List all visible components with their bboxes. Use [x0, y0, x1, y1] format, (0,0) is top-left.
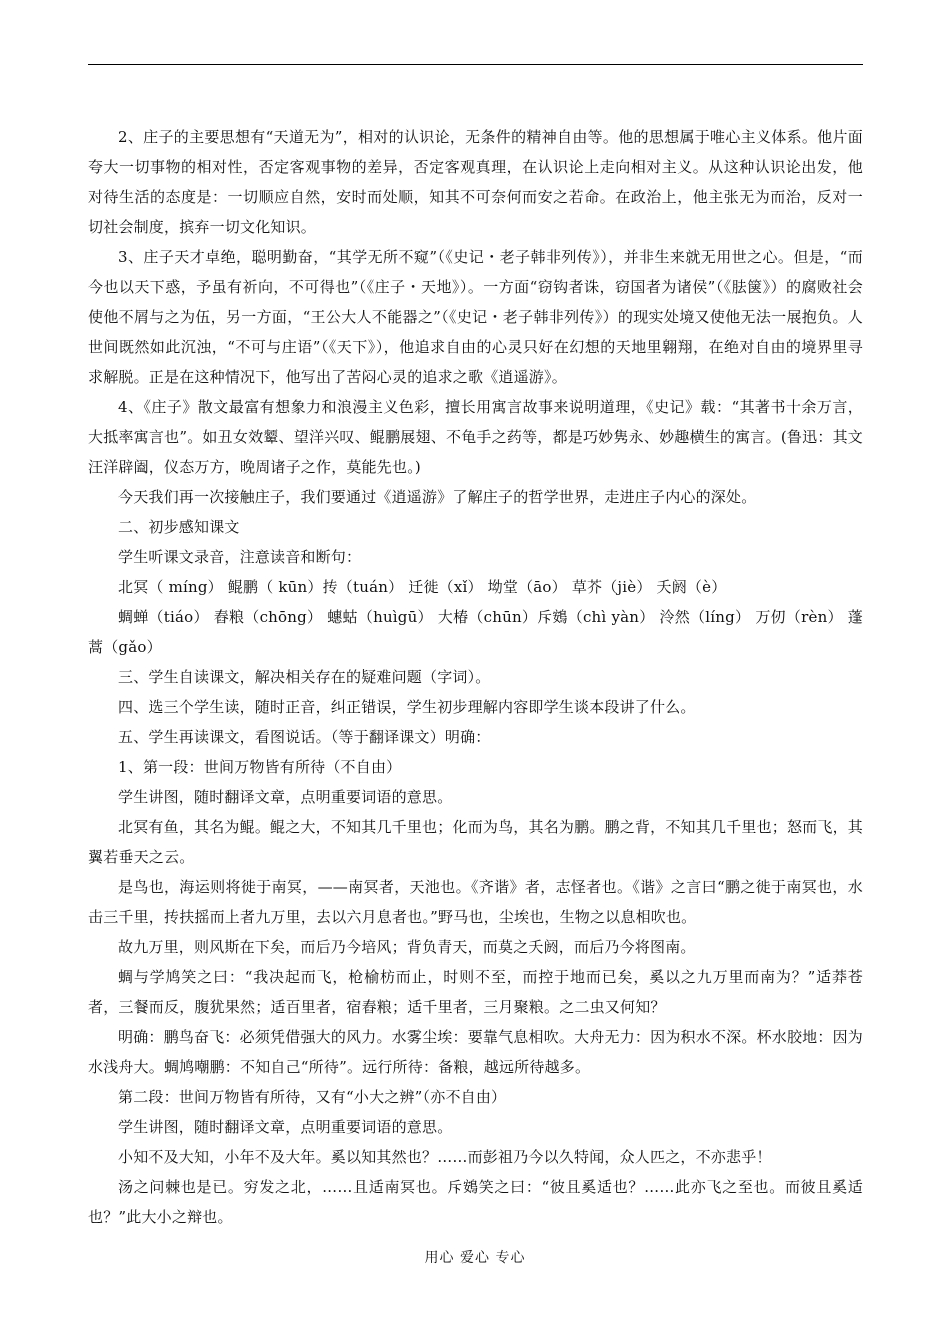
quoted-text: 汤之问棘也是已。穷发之北，……且适南冥也。斥鴳笑之曰：“彼且奚适也？……此亦飞之至也。而彼且奚适也？”此大小之辩也。	[88, 1178, 863, 1226]
paragraph: 明确：鹏鸟奋飞：必须凭借强大的风力。水雾尘埃：要靠气息相吹。大舟无力：因为积水不深。杯水胶地：因为水浅舟大。蜩鸠嘲鹏：不知自己“所待”。远行所待：备粮，越远所待越多。	[88, 1028, 863, 1076]
page-footer: 用心 爱心 专心	[424, 1250, 526, 1266]
section-heading: 五、学生再读课文，看图说话。（等于翻译课文）明确：	[118, 728, 491, 746]
paragraph: 今天我们再一次接触庄子，我们要通过《逍遥游》了解庄子的哲学世界，走进庄子内心的深处。	[118, 488, 757, 506]
paragraph: 4、《庄子》散文最富有想象力和浪漫主义色彩，擅长用寓言故事来说明道理，《史记》载：“其著书十余万言，大抵率寓言也”。如丑女效颦、望洋兴叹、鲲鹏展翅、不龟手之药等，都是巧妙隽永、妙趣横生的寓言。(鲁迅：其文汪洋辟阖，仪态万方，晚周诸子之作，莫能先也。)	[88, 398, 863, 476]
section-heading: 二、初步感知课文	[118, 518, 240, 536]
pronunciation-line: 蜩蝉（tiáo） 舂粮（chōng） 蟪蛄（huìgū） 大椿（chūn）斥鴳（chì yàn） 泠然（líng） 万仞（rèn） 蓬蒿（gǎo）	[88, 608, 863, 656]
subsection-heading: 第二段：世间万物皆有所待，又有“小大之辨”（亦不自由）	[118, 1088, 507, 1106]
paragraph: 3、庄子天才卓绝，聪明勤奋，“其学无所不窥”（《史记・老子韩非列传》），并非生来就无用世之心。但是，“而今也以天下惑，予虽有祈向，不可得也”（《庄子・天地》）。一方面“窃钩者诛，窃国者为诸侯”（《胠箧》）的腐败社会使他不屑与之为伍，另一方面，“王公大人不能器之”（《史记・老子韩非列传》）的现实处境又使他无法一展抱负。人世间既然如此沉浊，“不可与庄语”（《天下》），他追求自由的心灵只好在幻想的天地里翱翔，在绝对自由的境界里寻求解脱。正是在这种情况下，他写出了苦闷心灵的追求之歌《逍遥游》。	[88, 248, 863, 386]
quoted-text: 故九万里，则风斯在下矣，而后乃今培风；背负青天，而莫之夭阏，而后乃今将图南。	[118, 938, 696, 956]
paragraph: 2、庄子的主要思想有“天道无为”，相对的认识论，无条件的精神自由等。他的思想属于唯心主义体系。他片面夸大一切事物的相对性，否定客观事物的差异，否定客观真理，在认识论上走向相对主义。从这种认识论出发，他对待生活的态度是：一切顺应自然，安时而处顺，知其不可奈何而安之若命。在政治上，他主张无为而治，反对一切社会制度，摈弃一切文化知识。	[88, 128, 863, 236]
pronunciation-line: 北冥（ míng） 鲲鹏（ kūn）抟（tuán） 迁徙（xǐ） 坳堂（āo） 草芥（jiè） 夭阏（è）	[118, 578, 727, 596]
paragraph: 学生听课文录音，注意读音和断句：	[118, 548, 362, 566]
quoted-text: 北冥有鱼，其名为鲲。鲲之大，不知其几千里也；化而为鸟，其名为鹏。鹏之背，不知其几千里也；怒而飞，其翼若垂天之云。	[88, 818, 863, 866]
section-heading: 四、选三个学生读，随时正音，纠正错误，学生初步理解内容即学生谈本段讲了什么。	[118, 698, 696, 716]
section-heading: 三、学生自读课文，解决相关存在的疑难问题（字词）。	[118, 668, 491, 686]
quoted-text: 小知不及大知，小年不及大年。奚以知其然也？……而彭祖乃今以久特闻，众人匹之，不亦悲乎！	[118, 1148, 772, 1166]
paragraph: 学生讲图，随时翻译文章，点明重要词语的意思。	[118, 1118, 453, 1136]
subsection-heading: 1、第一段：世间万物皆有所待（不自由）	[118, 758, 402, 776]
quoted-text: 蜩与学鸠笑之曰：“我决起而飞，枪榆枋而止，时则不至，而控于地而已矣，奚以之九万里而南为？”适莽苍者，三餐而反，腹犹果然；适百里者，宿舂粮；适千里者，三月聚粮。之二虫又何知？	[88, 968, 863, 1016]
quoted-text: 是鸟也，海运则将徙于南冥，——南冥者，天池也。《齐谐》者，志怪者也。《谐》之言曰“鹏之徙于南冥也，水击三千里，抟扶摇而上者九万里，去以六月息者也。”野马也，尘埃也，生物之以息相吹也。	[88, 878, 863, 926]
document-body	[88, 122, 863, 1232]
header-rule	[88, 64, 863, 65]
paragraph: 学生讲图，随时翻译文章，点明重要词语的意思。	[118, 788, 453, 806]
